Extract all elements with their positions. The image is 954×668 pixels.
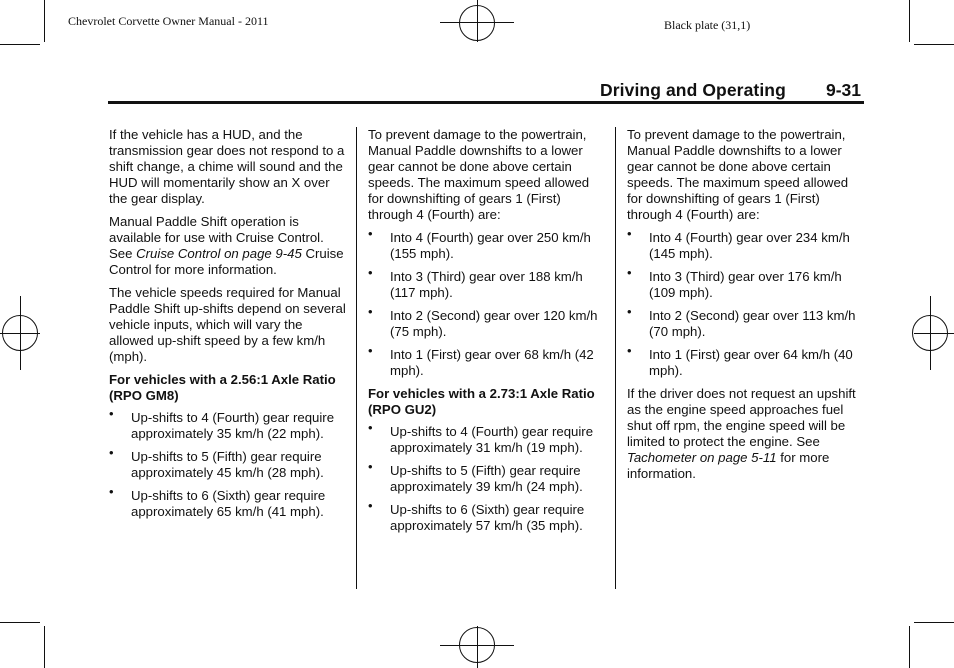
bullet-icon: • xyxy=(109,484,114,499)
crop-mark xyxy=(909,0,910,42)
list-item: • Into 1 (First) gear over 64 km/h (40 mph). xyxy=(627,343,853,378)
bullet-icon: • xyxy=(368,265,373,280)
column-2 xyxy=(368,127,604,541)
list-item: • Up-shifts to 4 (Fourth) gear require approximately 31 km/h (19 mph). xyxy=(368,420,594,455)
paragraph: If the vehicle has a HUD, and the transmission gear does not respond to a shift change, a chime will sound and the HUD will momentarily show an X over the gear display. xyxy=(109,127,345,206)
page-number: 9-31 xyxy=(826,80,862,100)
crop-mark xyxy=(0,622,40,623)
bullet-list xyxy=(368,420,604,534)
column-3 xyxy=(627,127,863,489)
header-rule xyxy=(108,101,864,104)
bullet-icon: • xyxy=(627,226,632,241)
bullet-icon: • xyxy=(368,459,373,474)
bullet-icon: • xyxy=(368,343,373,358)
bullet-list xyxy=(627,226,863,379)
subheading: For vehicles with a 2.56:1 Axle Ratio (RPO GM8) xyxy=(109,372,336,403)
list-item: • Into 2 (Second) gear over 120 km/h (75 mph). xyxy=(368,304,598,339)
crop-mark xyxy=(914,622,954,623)
bullet-icon: • xyxy=(109,445,114,460)
crop-mark xyxy=(44,626,45,668)
column-divider xyxy=(615,127,616,589)
list-item: • Up-shifts to 6 (Sixth) gear require approximately 57 km/h (35 mph). xyxy=(368,498,585,533)
plate-label: Black plate (31,1) xyxy=(664,18,751,32)
list-item: • Up-shifts to 5 (Fifth) gear require approximately 39 km/h (24 mph). xyxy=(368,459,583,494)
crop-mark xyxy=(44,0,45,42)
list-item: • Up-shifts to 4 (Fourth) gear require approximately 35 km/h (22 mph). xyxy=(109,406,335,441)
bullet-icon: • xyxy=(368,498,373,513)
column-divider xyxy=(356,127,357,589)
list-item: • Into 3 (Third) gear over 176 km/h (109 mph). xyxy=(627,265,842,300)
bullet-icon: • xyxy=(368,304,373,319)
paragraph: Manual Paddle Shift operation is available for use with Cruise Control. See Cruise Control on page 9-45 Cruise Control for more information. xyxy=(109,214,344,277)
bullet-icon: • xyxy=(627,343,632,358)
cross-reference-link[interactable]: Tachometer on page 5-11 xyxy=(627,450,777,465)
manual-title: Chevrolet Corvette Owner Manual - 2011 xyxy=(68,14,269,28)
list-item: • Into 2 (Second) gear over 113 km/h (70 mph). xyxy=(627,304,856,339)
column-1 xyxy=(109,127,347,527)
list-item: • Into 4 (Fourth) gear over 234 km/h (145 mph). xyxy=(627,226,850,261)
list-item: • Into 1 (First) gear over 68 km/h (42 mph). xyxy=(368,343,594,378)
bullet-icon: • xyxy=(368,420,373,435)
crop-mark xyxy=(909,626,910,668)
bullet-icon: • xyxy=(627,265,632,280)
paragraph: To prevent damage to the powertrain, Manual Paddle downshifts to a lower gear cannot be done above certain speeds. The maximum speed allowed for downshifting of gears 1 (First) through 4 (Fourth) are: xyxy=(627,127,849,222)
bullet-icon: • xyxy=(627,304,632,319)
paragraph: The vehicle speeds required for Manual Paddle Shift up-shifts depend on several vehicle inputs, which will vary the allowed up-shift speed by a few km/h (mph). xyxy=(109,285,346,364)
bullet-list xyxy=(109,406,347,520)
list-item: • Up-shifts to 5 (Fifth) gear require approximately 45 km/h (28 mph). xyxy=(109,445,324,480)
crop-mark xyxy=(0,44,40,45)
paragraph: To prevent damage to the powertrain, Manual Paddle downshifts to a lower gear cannot be done above certain speeds. The maximum speed allowed for downshifting of gears 1 (First) through 4 (Fourth) are: xyxy=(368,127,590,222)
list-item: • Up-shifts to 6 (Sixth) gear require approximately 65 km/h (41 mph). xyxy=(109,484,326,519)
paragraph: If the driver does not request an upshift as the engine speed approaches fuel shut off rpm, the engine speed will be limited to protect the engine. See Tachometer on page 5-11 for more information. xyxy=(627,386,856,481)
bullet-icon: • xyxy=(109,406,114,421)
subheading: For vehicles with a 2.73:1 Axle Ratio (RPO GU2) xyxy=(368,386,595,417)
cross-reference-link[interactable]: Cruise Control on page 9-45 xyxy=(136,246,302,261)
bullet-icon: • xyxy=(368,226,373,241)
list-item: • Into 4 (Fourth) gear over 250 km/h (155 mph). xyxy=(368,226,591,261)
list-item: • Into 3 (Third) gear over 188 km/h (117 mph). xyxy=(368,265,583,300)
section-title: Driving and Operating xyxy=(600,80,786,100)
crop-mark xyxy=(914,44,954,45)
bullet-list xyxy=(368,226,604,379)
